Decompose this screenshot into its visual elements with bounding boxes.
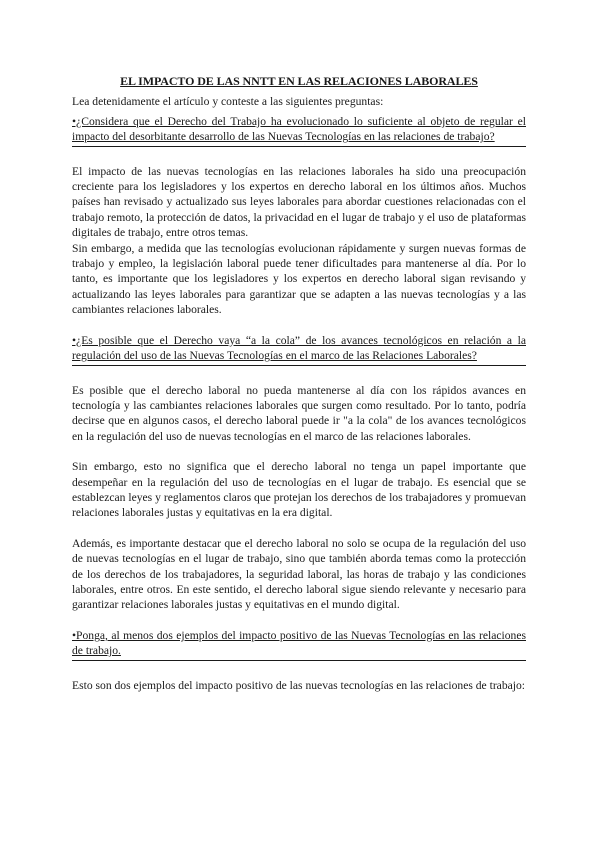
answer-2-paragraph-3: Además, es importante destacar que el derecho laboral no solo se ocupa de la regulación del uso de nuevas tecnologías en el lugar de trabajo, sino que también aborda temas como la protección de los derechos de los trabajadores, la seguridad laboral, las horas de trabajo y las condiciones laborales, entre otros. En este sentido, el derecho laboral sigue siendo relevante y necesario para garantizar relaciones laborales justas y equitativas en el mundo digital. xyxy=(72,536,526,612)
spacer xyxy=(72,521,526,536)
answer-1-paragraph-2: Sin embargo, a medida que las tecnologías evolucionan rápidamente y surgen nuevas formas de trabajo y empleo, la legislación laboral puede tener dificultades para mantenerse al día. Por lo tanto, es importante que los legisladores y los expertos en derecho laboral sigan revisando y actualizando las leyes laborales para garantizar que se adapten a las nuevas tecnologías y a las cambiantes relaciones laborales. xyxy=(72,241,526,317)
answer-2-paragraph-1: Es posible que el derecho laboral no pueda mantenerse al día con los rápidos avances en tecnología y las cambiantes relaciones laborales que surgen como resultado. Por lo tanto, podría decirse que en algunos casos, el derecho laboral puede ir "a la cola" de los avances tecnológicos en la regulación del uso de nuevas tecnologías en el marco de las relaciones laborales. xyxy=(72,383,526,443)
question-1-block xyxy=(72,114,526,147)
answer-3-paragraph-1: Esto son dos ejemplos del impacto positivo de las nuevas tecnologías en las relaciones de trabajo: xyxy=(72,678,526,692)
question-3-block xyxy=(72,628,526,661)
answer-2-paragraph-2: Sin embargo, esto no significa que el derecho laboral no tenga un papel importante que desempeñar en la regulación del uso de tecnologías en el lugar de trabajo. Es esencial que se establezcan leyes y reglamentos claros que protejan los derechos de los trabajadores y promuevan relaciones laborales justas y equitativas en la era digital. xyxy=(72,460,526,520)
document-page xyxy=(72,74,526,693)
spacer xyxy=(72,613,526,628)
question-2: •¿Es posible que el Derecho vaya “a la cola” de los avances tecnológicos en relación a la regulación del uso de las Nuevas Tecnologías en el marco de las Relaciones Laborales? xyxy=(72,333,526,366)
question-2-block xyxy=(72,333,526,366)
spacer xyxy=(72,444,526,459)
question-1: •¿Considera que el Derecho del Trabajo ha evolucionado lo suficiente al objeto de regular el impacto del desorbitante desarrollo de las Nuevas Tecnologías en las relaciones de trabajo? xyxy=(72,114,526,147)
spacer xyxy=(72,318,526,333)
document-title: EL IMPACTO DE LAS NNTT EN LAS RELACIONES LABORALES xyxy=(120,74,478,88)
document-intro: Lea detenidamente el artículo y conteste a las siguientes preguntas: xyxy=(72,95,384,109)
answer-1-paragraph-1: El impacto de las nuevas tecnologías en las relaciones laborales ha sido una preocupación creciente para los legisladores y los expertos en derecho laboral en los últimos años. Muchos países han revisado y actualizado sus leyes laborales para abordar cuestiones relacionadas con el trabajo remoto, la protección de datos, la privacidad en el lugar de trabajo y el uso de plataformas digitales de trabajo, entre otros temas. xyxy=(72,164,526,240)
question-3: •Ponga, al menos dos ejemplos del impacto positivo de las Nuevas Tecnologías en las relaciones de trabajo. xyxy=(72,628,526,661)
